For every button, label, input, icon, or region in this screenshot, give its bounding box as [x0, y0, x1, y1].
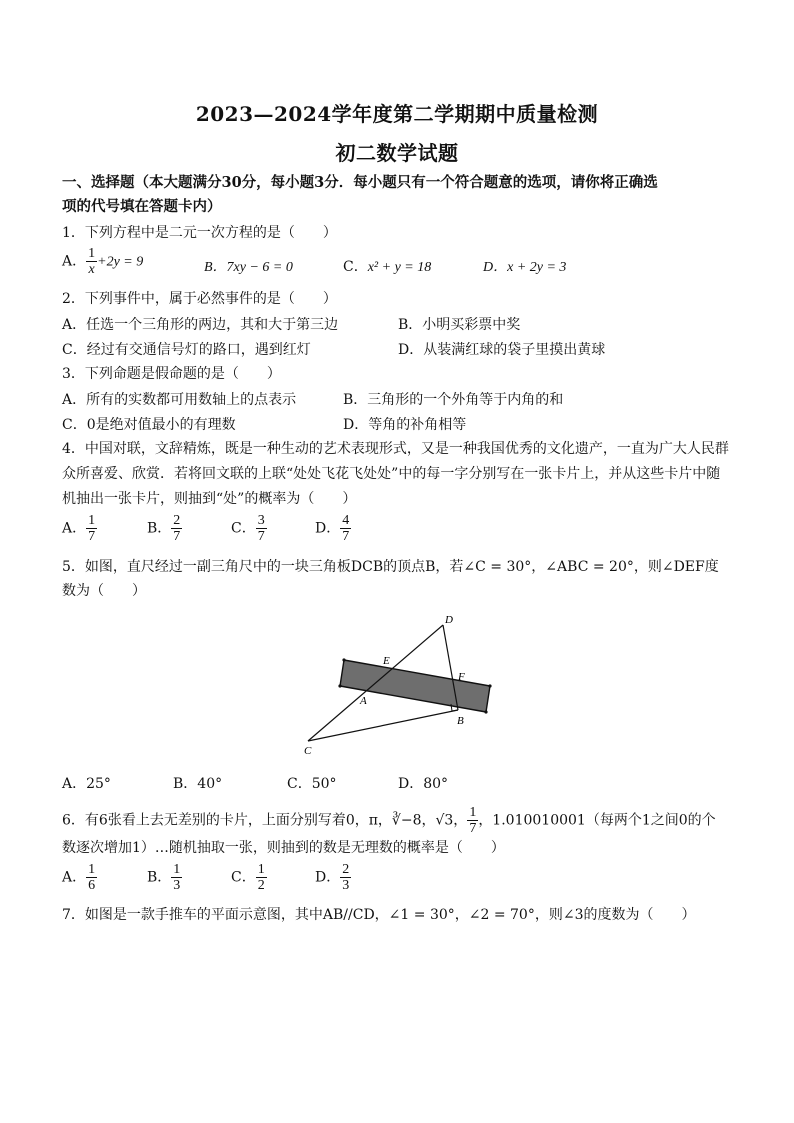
- q1-stem: 1．下列方程中是二元一次方程的是（ ）: [62, 225, 337, 241]
- q4-option-a-label: A．: [62, 520, 87, 537]
- q1-frac-den: x: [88, 262, 95, 277]
- q2-option-b: B．小明买彩票中奖: [398, 317, 521, 333]
- ruler-corner-dot: [484, 710, 487, 713]
- q4-option-a-fraction: [86, 513, 97, 544]
- page-subtitle: 初二数学试题: [335, 141, 459, 165]
- q4-option-d: [315, 513, 351, 544]
- q4-a-den: 7: [88, 529, 96, 544]
- page-title: 2023—2024学年度第二学期期中质量检测: [195, 102, 599, 126]
- q1-option-c-label: C．: [343, 259, 368, 275]
- q6-option-a: [62, 862, 97, 893]
- section-heading-line2: 项的代号填在答题卡内）: [62, 198, 222, 215]
- q6-option-b: [147, 862, 182, 893]
- q5-option-a: A．25°: [62, 776, 111, 792]
- q3-option-a: A．所有的实数都可用数轴上的点表示: [62, 392, 297, 408]
- q1-option-c-expr: x² + y = 18: [367, 260, 432, 275]
- q5-geometry-figure: [300, 608, 500, 758]
- q4-b-num: 2: [173, 513, 181, 528]
- q1-option-a-rest: +2y = 9: [97, 254, 144, 270]
- q4-option-a: [62, 513, 97, 544]
- q6-option-b-label: B．: [147, 869, 172, 886]
- q1-frac-num: 1: [88, 246, 96, 261]
- q6-c-num: 1: [257, 862, 265, 877]
- q4-option-c-label: C．: [231, 520, 256, 537]
- ruler-corner-dot: [338, 684, 341, 687]
- q6-option-c-fraction: [256, 862, 267, 893]
- q2-option-a: A．任选一个三角形的两边，其和大于第三边: [62, 317, 339, 333]
- q6-c-den: 2: [257, 878, 265, 893]
- q4-b-den: 7: [173, 529, 181, 544]
- q4-c-den: 7: [257, 529, 265, 544]
- q6-frac-den: 7: [469, 821, 477, 836]
- q3-option-b: B．三角形的一个外角等于内角的和: [343, 392, 564, 408]
- q6-d-den: 3: [342, 878, 350, 893]
- q4-c-num: 3: [257, 513, 265, 528]
- q1-option-b: B．7xy − 6 = 0: [204, 260, 293, 275]
- q1-option-c: [343, 256, 431, 276]
- q6-b-den: 3: [173, 878, 181, 893]
- ruler-corner-dot: [488, 684, 491, 687]
- q4-a-num: 1: [88, 513, 96, 528]
- point-label-D: D: [445, 614, 453, 626]
- q4-option-b-label: B．: [147, 520, 172, 537]
- q4-option-c: [231, 513, 267, 544]
- q2-option-c: C．经过有交通信号灯的路口，遇到红灯: [62, 342, 311, 358]
- q4-option-d-label: D．: [315, 520, 341, 537]
- q5-option-c: C．50°: [287, 776, 337, 792]
- q5-option-b: B．40°: [173, 776, 223, 792]
- q6-b-num: 1: [173, 862, 181, 877]
- section-heading-line1: 一、选择题（本大题满分30分，每小题3分．每小题只有一个符合题意的选项，请你将正确选: [62, 174, 658, 191]
- q6-option-d-fraction: [340, 862, 351, 893]
- q7-stem: 7．如图是一款手推车的平面示意图，其中AB//CD，∠1 = 30°，∠2 = 70°，则∠3的度数为（ ）: [62, 907, 696, 923]
- q1-option-a-fraction: [86, 246, 97, 277]
- q6-d-num: 2: [342, 862, 350, 877]
- line-CB: [308, 710, 458, 741]
- q4-option-b: [147, 513, 182, 544]
- q3-option-c: C．0是绝对值最小的有理数: [62, 417, 236, 433]
- q6-line1-start: 6．有6张看上去无差别的卡片，上面分别写着0，π，∛−8，√3，: [62, 812, 468, 829]
- ruler-corner-dot: [342, 658, 345, 661]
- q6-line1-end: ，1.010010001（每两个1之间0的个: [478, 812, 716, 829]
- q5-option-d: D．80°: [398, 776, 449, 792]
- point-label-E: E: [383, 655, 390, 667]
- q2-stem: 2．下列事件中，属于必然事件的是（ ）: [62, 291, 337, 307]
- q6-option-a-label: A．: [62, 869, 87, 886]
- q1-option-d: D．x + 2y = 3: [483, 260, 567, 275]
- q6-option-b-fraction: [171, 862, 182, 893]
- q5-line1: 5．如图，直尺经过一副三角尺中的一块三角板DCB的顶点B，若∠C = 30°，∠ABC = 20°，则∠DEF度: [62, 559, 719, 575]
- q6-option-d-label: D．: [315, 869, 341, 886]
- q6-option-d: [315, 862, 351, 893]
- q6-a-den: 6: [88, 878, 96, 893]
- point-label-C: C: [304, 745, 312, 757]
- q1-option-a-label: A．: [62, 253, 87, 270]
- q4-option-c-fraction: [256, 513, 267, 544]
- q4-option-b-fraction: [171, 513, 182, 544]
- q6-inline-fraction: [467, 805, 478, 836]
- q6-option-a-fraction: [86, 862, 97, 893]
- q6-frac-num: 1: [469, 805, 477, 820]
- q4-d-num: 4: [342, 513, 350, 528]
- q6-option-c: [231, 862, 267, 893]
- q5-line2: 数为（ ）: [62, 583, 146, 599]
- q4-line2: 众所喜爱、欣赏．若将回文联的上联“处处飞花飞处处”中的每一字分别写在一张卡片上，并从这些卡片中随: [62, 466, 721, 482]
- q3-stem: 3．下列命题是假命题的是（ ）: [62, 366, 281, 382]
- q4-d-den: 7: [342, 529, 350, 544]
- point-label-B: B: [457, 715, 464, 727]
- q3-option-d: D．等角的补角相等: [343, 417, 467, 433]
- q6-line2: 数逐次增加1）…随机抽取一张，则抽到的数是无理数的概率是（ ）: [62, 840, 505, 856]
- q4-line3: 机抽出一张卡片，则抽到“处”的概率为（ ）: [62, 491, 357, 507]
- q4-line1: 4．中国对联，文辞精炼，既是一种生动的艺术表现形式，又是一种我国优秀的文化遗产，一直为广大人民群: [62, 441, 729, 457]
- q2-option-d: D．从装满红球的袋子里摸出黄球: [398, 342, 606, 358]
- q6-option-c-label: C．: [231, 869, 256, 886]
- q6-a-num: 1: [88, 862, 96, 877]
- q4-option-d-fraction: [340, 513, 351, 544]
- q1-option-a: [62, 246, 143, 277]
- point-label-F: F: [458, 671, 465, 683]
- q6-line1: [62, 805, 742, 836]
- point-label-A: A: [360, 695, 367, 707]
